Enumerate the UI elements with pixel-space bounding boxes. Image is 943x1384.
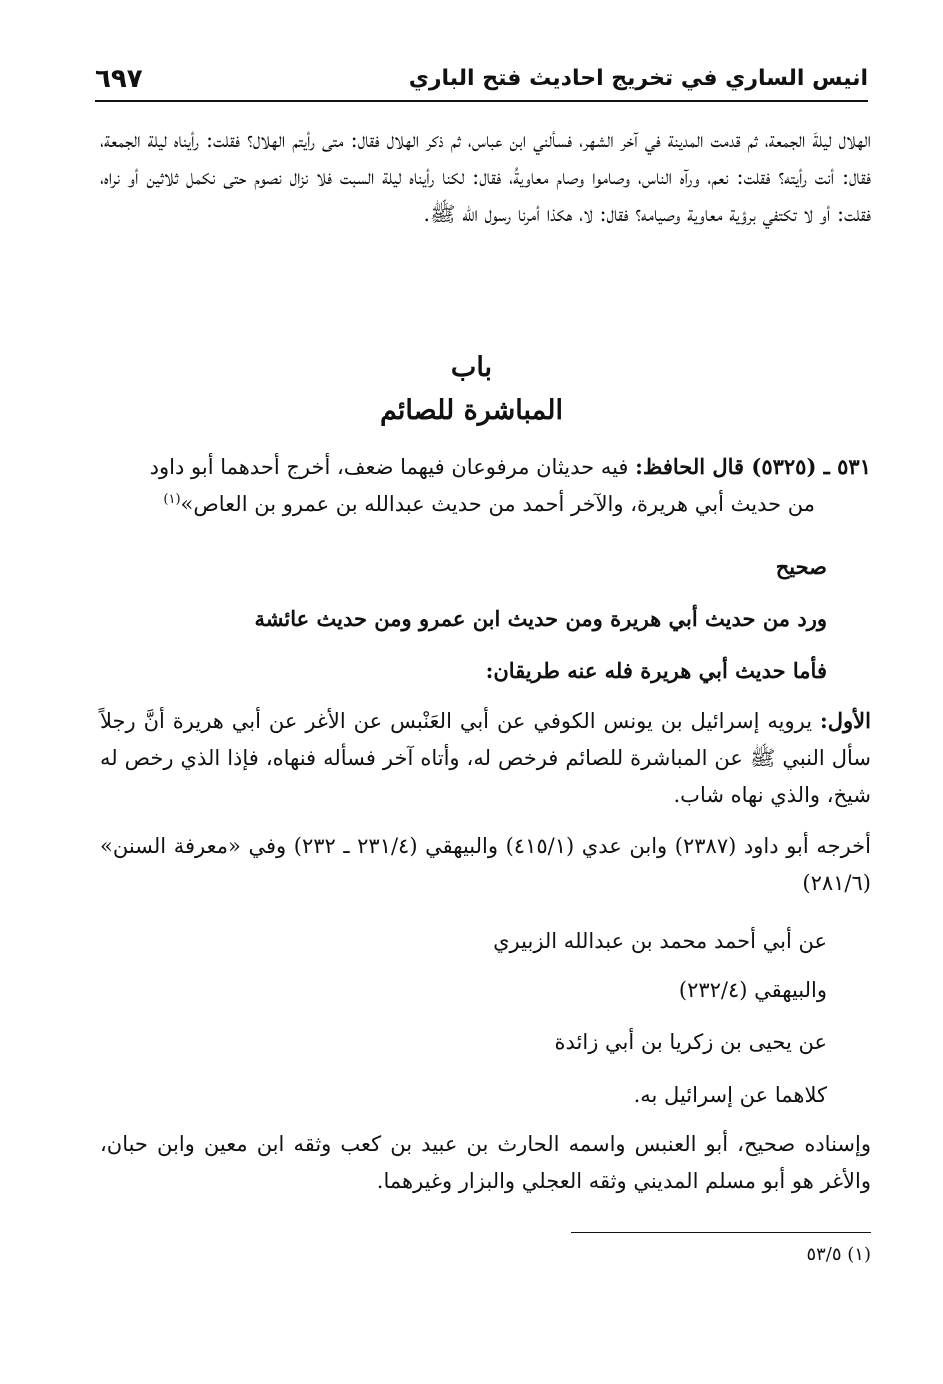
both-line: كلاهما عن إسرائيل به. <box>633 1083 827 1107</box>
hadith-entry <box>100 448 871 523</box>
hurayra-ways-line: فأما حديث أبي هريرة فله عنه طريقان: <box>485 658 827 683</box>
running-header <box>95 64 868 102</box>
bayhaqi-line: والبيهقي (٢٣٢/٤) <box>678 978 827 1002</box>
chain-line-1: عن أبي أحمد محمد بن عبدالله الزبيري <box>493 929 827 953</box>
first-way-lead: الأول: <box>820 708 871 733</box>
footnote-divider <box>571 1232 871 1233</box>
first-way-text: يرويه إسرائيل بن يونس الكوفي عن أبي العَنْبس عن الأغر عن أبي هريرة أنَّ رجلاً سأل النبي ﷺ عن المباشرة للصائم فرخص له، وأتاه آخر فسأله فنهاه، فإذا الذي رخص له شيخ، والذي نهاه شاب. <box>100 709 871 807</box>
entry-continuation <box>100 486 871 523</box>
chapter-title: المباشرة للصائم <box>379 395 564 426</box>
takhrij-paragraph: أخرجه أبو داود (٢٣٨٧) وابن عدي (٤١٥/١) والبيهقي (٢٣١/٤ ـ ٢٣٢) وفي «معرفة السنن» (٢٨١/٦) <box>100 834 871 895</box>
entry-continuation-text: من حديث أبي هريرة، والآخر أحمد من حديث عبدالله بن عمرو بن العاص» <box>180 492 815 516</box>
book-title: انيس الساري في تخريج احاديث فتح الباري <box>408 66 868 91</box>
chain-line-2: عن يحيى بن زكريا بن أبي زائدة <box>554 1030 827 1054</box>
intro-paragraph: الهلال ليلةَ الجمعة، ثم قدمت المدينة في آخر الشهر، فسألني ابن عباس، ثم ذكر الهلال فقال: متى رأيتم الهلال؟ فقلت: رأيناه ليلة الجمعة، فقال: أنت رأيته؟ فقلت: نعم، ورآه الناس، وصاموا وصام معاويةُ، فقال: لكنا رأيناه ليلة السبت فلا نزال نصوم حتى نكمل ثلاثين أو نراه، فقلت: أو لا تكتفي برؤية معاوية وصيامه؟ فقال: لا، هكذا أمرنا رسول الله ﷺ. <box>100 128 871 226</box>
isnad-paragraph: وإسناده صحيح، أبو العنبس واسمه الحارث بن عبيد بن كعب وثقه ابن معين وابن حبان، والأغر هو أبو مسلم المديني وثقه العجلي والبزار وغيرهما. <box>100 1132 871 1193</box>
footnote-reference[interactable]: (١) <box>163 492 181 507</box>
entry-number-label: ٥٣١ ـ (٥٣٢٥) قال الحافظ: <box>635 454 871 479</box>
entry-text: فيه حديثان مرفوعان فيهما ضعف، أخرج أحدهما أبو داود <box>149 455 629 479</box>
sources-line: ورد من حديث أبي هريرة ومن حديث ابن عمرو ومن حديث عائشة <box>254 606 827 631</box>
verdict: صحيح <box>775 554 827 579</box>
first-way-paragraph <box>100 702 871 814</box>
chapter-label: باب <box>450 352 493 383</box>
page-number: ٦٩٧ <box>95 64 143 94</box>
footnote: (١) ٥٣/٥ <box>806 1244 871 1265</box>
